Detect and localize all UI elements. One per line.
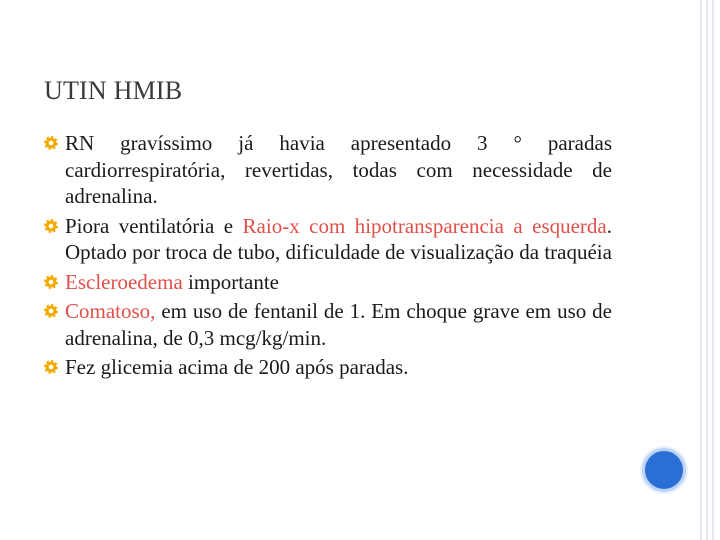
- bullet-item: [44, 269, 612, 296]
- bullet-highlight: Comatoso,: [65, 299, 156, 323]
- gear-icon: [44, 219, 58, 233]
- bullet-item: [44, 298, 612, 351]
- bullet-text: Fez glicemia acima de 200 após paradas.: [65, 355, 409, 379]
- decorative-blue-circle: [642, 448, 686, 492]
- bullet-list: [44, 130, 612, 384]
- bullet-text: . Optado por troca de tubo, dificuldade de visualização da traquéia: [65, 213, 613, 264]
- gear-icon: [44, 360, 58, 374]
- bullet-item: [44, 354, 612, 381]
- gear-icon: [44, 304, 58, 318]
- right-frame-lines: [680, 0, 720, 540]
- bullet-item: [44, 213, 612, 266]
- bullet-text: em uso de fentanil de 1. Em choque grave em uso de adrenalina, de 0,3 mcg/kg/min.: [65, 299, 612, 350]
- bullet-highlight: Escleroedema: [65, 269, 183, 294]
- gear-icon: [44, 275, 58, 289]
- bullet-text: importante: [182, 269, 280, 294]
- bullet-highlight: Raio-x com hipotransparencia a esquerda: [242, 213, 607, 238]
- bullet-item: [44, 130, 612, 210]
- bullet-text: RN gravíssimo já havia apresentado 3 ° paradas cardiorrespiratória, revertidas, todas com necessidade de adrenalina.: [65, 131, 612, 208]
- bullet-text: Piora ventilatória e: [65, 213, 243, 238]
- slide-title: UTIN HMIB: [44, 76, 183, 105]
- gear-icon: [44, 136, 58, 150]
